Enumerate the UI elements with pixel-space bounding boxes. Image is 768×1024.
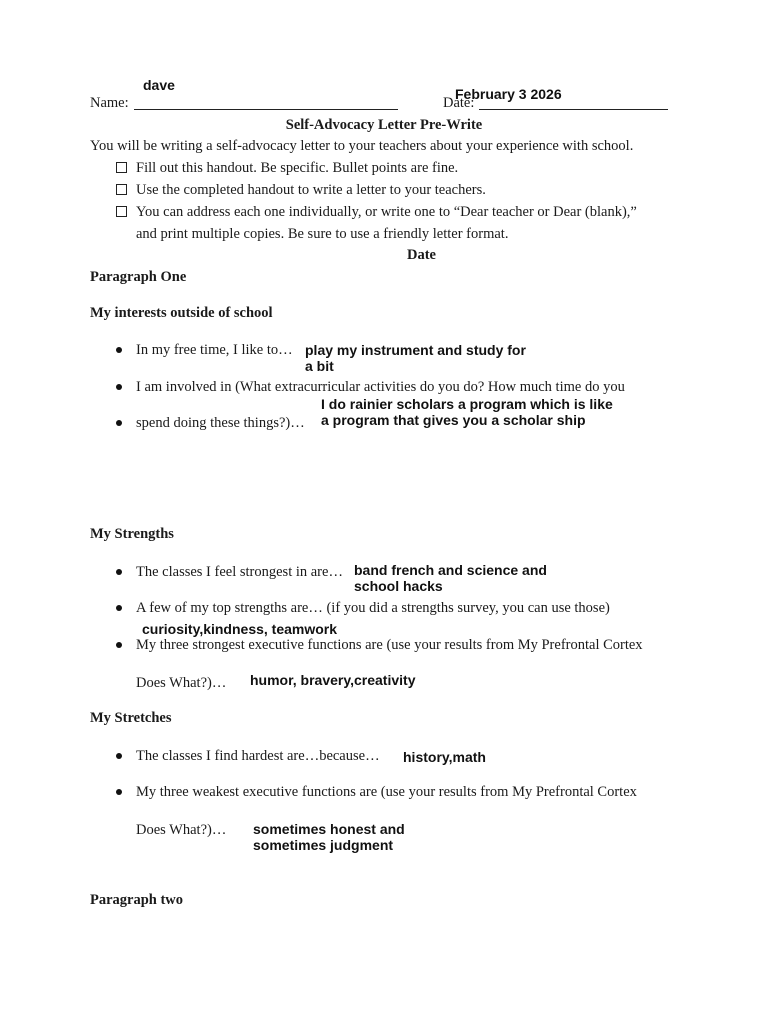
bullet-icon bbox=[116, 569, 122, 575]
stretches-heading: My Stretches bbox=[90, 710, 172, 726]
checklist-item-3-cont: and print multiple copies. Be sure to use a friendly letter format. bbox=[136, 226, 509, 242]
date-heading: Date bbox=[407, 247, 436, 263]
name-line bbox=[134, 109, 398, 110]
bullet-icon bbox=[116, 753, 122, 759]
interests-a1[interactable]: play my instrument and study for a bit bbox=[305, 342, 526, 374]
strengths-q1: The classes I feel strongest in are… bbox=[136, 564, 343, 580]
strengths-a2[interactable]: curiosity,kindness, teamwork bbox=[142, 621, 338, 637]
bullet-icon bbox=[116, 789, 122, 795]
strengths-a3[interactable]: humor, bravery,creativity bbox=[250, 672, 416, 688]
strengths-q3-cont: Does What?)… bbox=[136, 675, 227, 691]
name-answer[interactable]: dave bbox=[143, 77, 175, 93]
bullet-icon bbox=[116, 605, 122, 611]
checklist-item-2: Use the completed handout to write a letter to your teachers. bbox=[136, 182, 486, 198]
interests-heading: My interests outside of school bbox=[90, 305, 273, 321]
paragraph-two-heading: Paragraph two bbox=[90, 892, 184, 908]
bullet-icon bbox=[116, 420, 122, 426]
interests-q2: I am involved in (What extracurricular activities do you do? How much time do you bbox=[136, 379, 625, 395]
interests-q1: In my free time, I like to… bbox=[136, 342, 293, 358]
date-label: Date: bbox=[443, 95, 475, 111]
stretches-q2: My three weakest executive functions are (use your results from My Prefrontal Cortex bbox=[136, 784, 637, 800]
checklist-item-1: Fill out this handout. Be specific. Bullet points are fine. bbox=[136, 160, 459, 176]
strengths-a1[interactable]: band french and science and school hacks bbox=[354, 562, 547, 594]
name-label: Name: bbox=[90, 95, 129, 111]
interests-q3: spend doing these things?)… bbox=[136, 415, 305, 431]
interests-a2[interactable]: I do rainier scholars a program which is like a program that gives you a scholar ship bbox=[321, 396, 613, 428]
intro-text: You will be writing a self-advocacy letter to your teachers about your experience with school. bbox=[90, 138, 634, 154]
date-line bbox=[479, 109, 668, 110]
date-answer[interactable]: February 3 2026 bbox=[455, 86, 562, 102]
stretches-a1[interactable]: history,math bbox=[403, 749, 486, 765]
bullet-icon bbox=[116, 642, 122, 648]
checkbox-2[interactable] bbox=[116, 184, 127, 195]
paragraph-one-heading: Paragraph One bbox=[90, 269, 187, 285]
strengths-q3: My three strongest executive functions are (use your results from My Prefrontal Cortex bbox=[136, 637, 643, 653]
strengths-q2: A few of my top strengths are… (if you did a strengths survey, you can use those) bbox=[136, 600, 610, 616]
page-title: Self-Advocacy Letter Pre-Write bbox=[285, 117, 483, 133]
bullet-icon bbox=[116, 384, 122, 390]
checkbox-1[interactable] bbox=[116, 162, 127, 173]
checklist-item-3: You can address each one individually, or write one to “Dear teacher or Dear (blank),” bbox=[136, 204, 637, 220]
checkbox-3[interactable] bbox=[116, 206, 127, 217]
stretches-a2[interactable]: sometimes honest and sometimes judgment bbox=[253, 821, 405, 853]
stretches-q1: The classes I find hardest are…because… bbox=[136, 748, 380, 764]
strengths-heading: My Strengths bbox=[90, 526, 174, 542]
stretches-q2-cont: Does What?)… bbox=[136, 822, 227, 838]
bullet-icon bbox=[116, 347, 122, 353]
